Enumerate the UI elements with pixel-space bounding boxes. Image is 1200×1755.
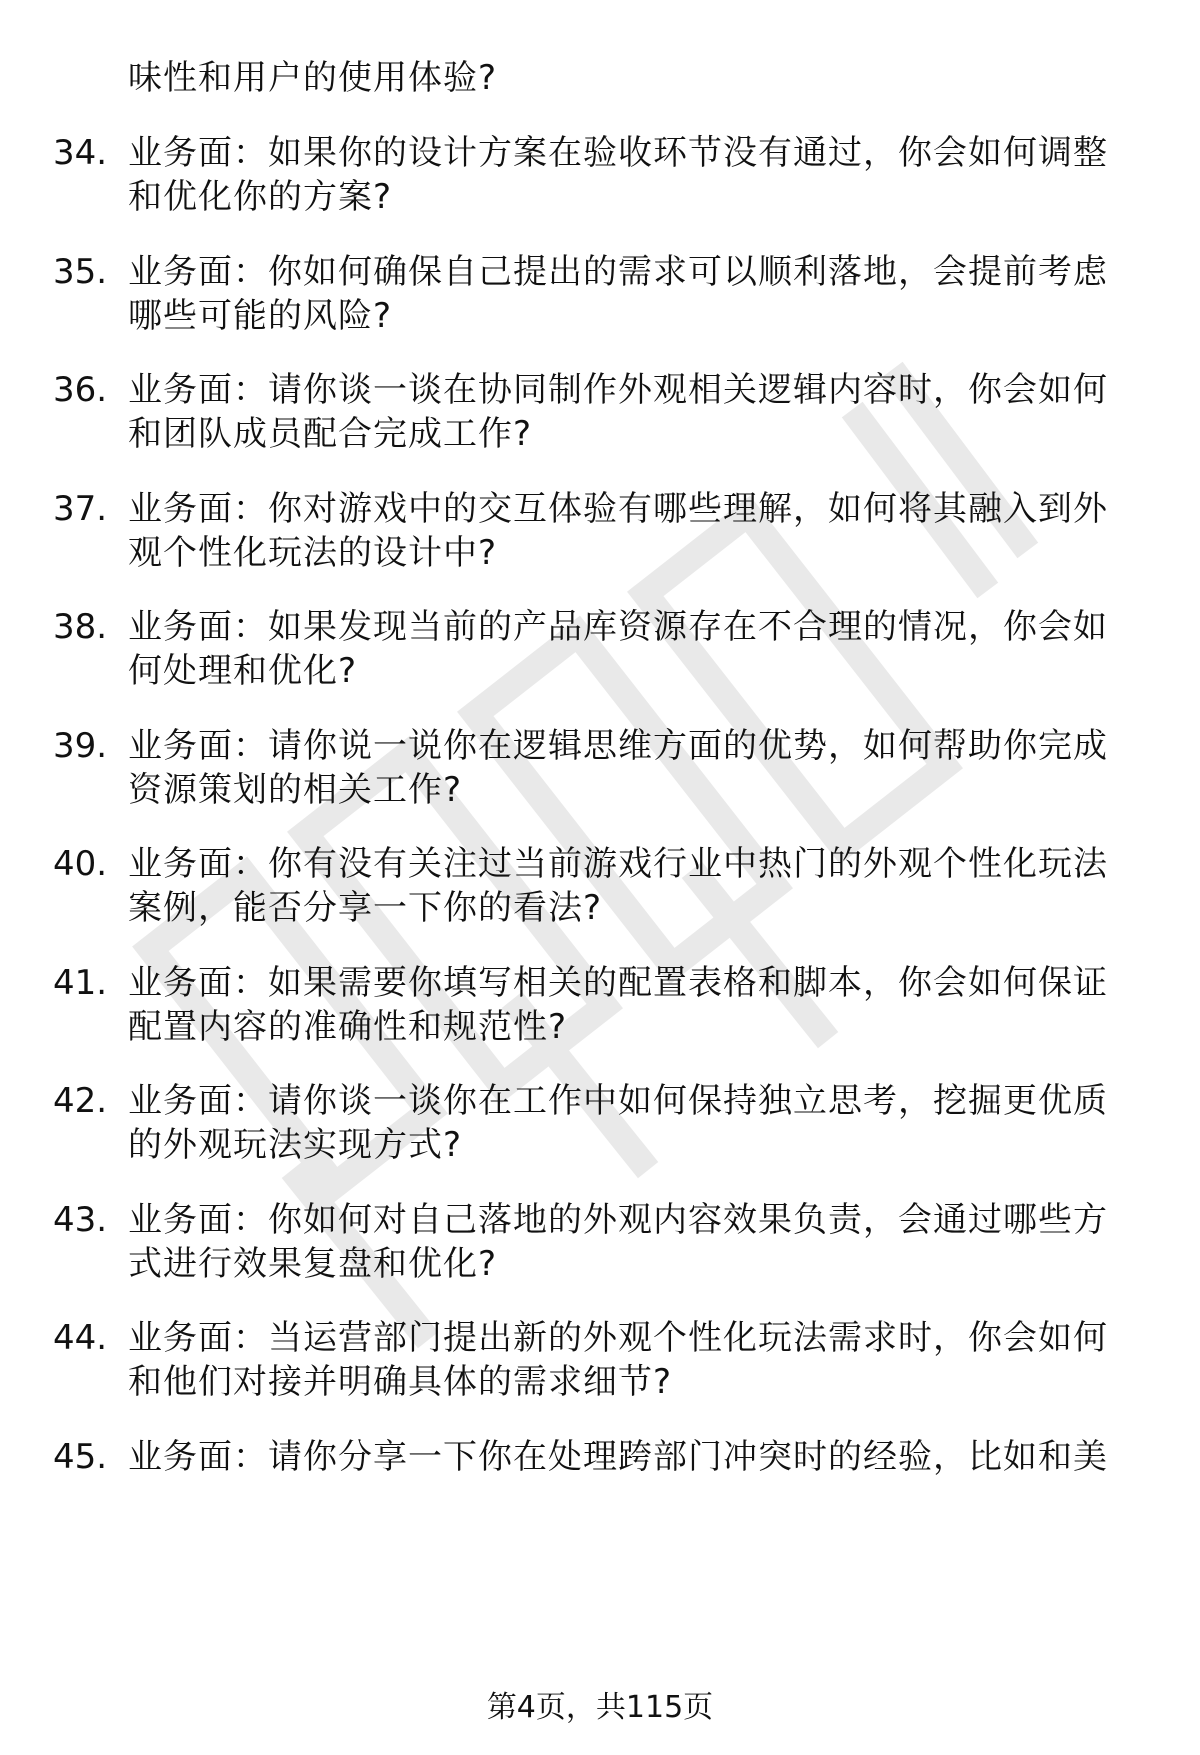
question-number: 44. <box>53 1318 108 1358</box>
question-line: 业务面：你如何确保自己提出的需求可以顺利落地，会提前考虑 <box>128 252 1108 292</box>
question-line: 业务面：如果你的设计方案在验收环节没有通过，你会如何调整 <box>128 133 1108 173</box>
question-line: 业务面：你如何对自己落地的外观内容效果负责，会通过哪些方 <box>128 1200 1108 1240</box>
question-line: 业务面：请你分享一下你在处理跨部门冲突时的经验，比如和美 <box>128 1437 1108 1477</box>
question-number: 38. <box>53 607 108 647</box>
question-line: 业务面：如果发现当前的产品库资源存在不合理的情况，你会如 <box>128 607 1108 647</box>
question-line: 业务面：请你谈一谈在协同制作外观相关逻辑内容时，你会如何 <box>128 370 1108 410</box>
page-footer: 第4页，共115页 <box>486 1690 714 1725</box>
question-number: 34. <box>53 133 108 173</box>
question-number: 42. <box>53 1081 108 1121</box>
question-line: 业务面：你对游戏中的交互体验有哪些理解，如何将其融入到外 <box>128 489 1108 529</box>
question-line: 式进行效果复盘和优化? <box>128 1244 498 1284</box>
question-number: 36. <box>53 370 108 410</box>
question-number: 45. <box>53 1437 108 1477</box>
question-continuation: 味性和用户的使用体验? <box>128 58 498 98</box>
question-number: 40. <box>53 844 108 884</box>
question-line: 观个性化玩法的设计中? <box>128 533 498 573</box>
question-line: 业务面：如果需要你填写相关的配置表格和脚本，你会如何保证 <box>128 963 1108 1003</box>
question-line: 何处理和优化? <box>128 651 358 691</box>
question-line: 配置内容的准确性和规范性? <box>128 1007 568 1047</box>
question-line: 案例，能否分享一下你的看法? <box>128 888 603 928</box>
question-line: 和他们对接并明确具体的需求细节? <box>128 1362 673 1402</box>
question-line: 业务面：当运营部门提出新的外观个性化玩法需求时，你会如何 <box>128 1318 1108 1358</box>
question-line: 的外观玩法实现方式? <box>128 1125 463 1165</box>
question-number: 35. <box>53 252 108 292</box>
question-number: 39. <box>53 726 108 766</box>
question-line: 资源策划的相关工作? <box>128 770 463 810</box>
question-number: 41. <box>53 963 108 1003</box>
question-line: 业务面：请你说一说你在逻辑思维方面的优势，如何帮助你完成 <box>128 726 1108 766</box>
question-line: 业务面：你有没有关注过当前游戏行业中热门的外观个性化玩法 <box>128 844 1108 884</box>
question-line: 业务面：请你谈一谈你在工作中如何保持独立思考，挖掘更优质 <box>128 1081 1108 1121</box>
question-line: 哪些可能的风险? <box>128 296 393 336</box>
question-line: 和团队成员配合完成工作? <box>128 414 533 454</box>
question-number: 37. <box>53 489 108 529</box>
question-number: 43. <box>53 1200 108 1240</box>
question-line: 和优化你的方案? <box>128 177 393 217</box>
